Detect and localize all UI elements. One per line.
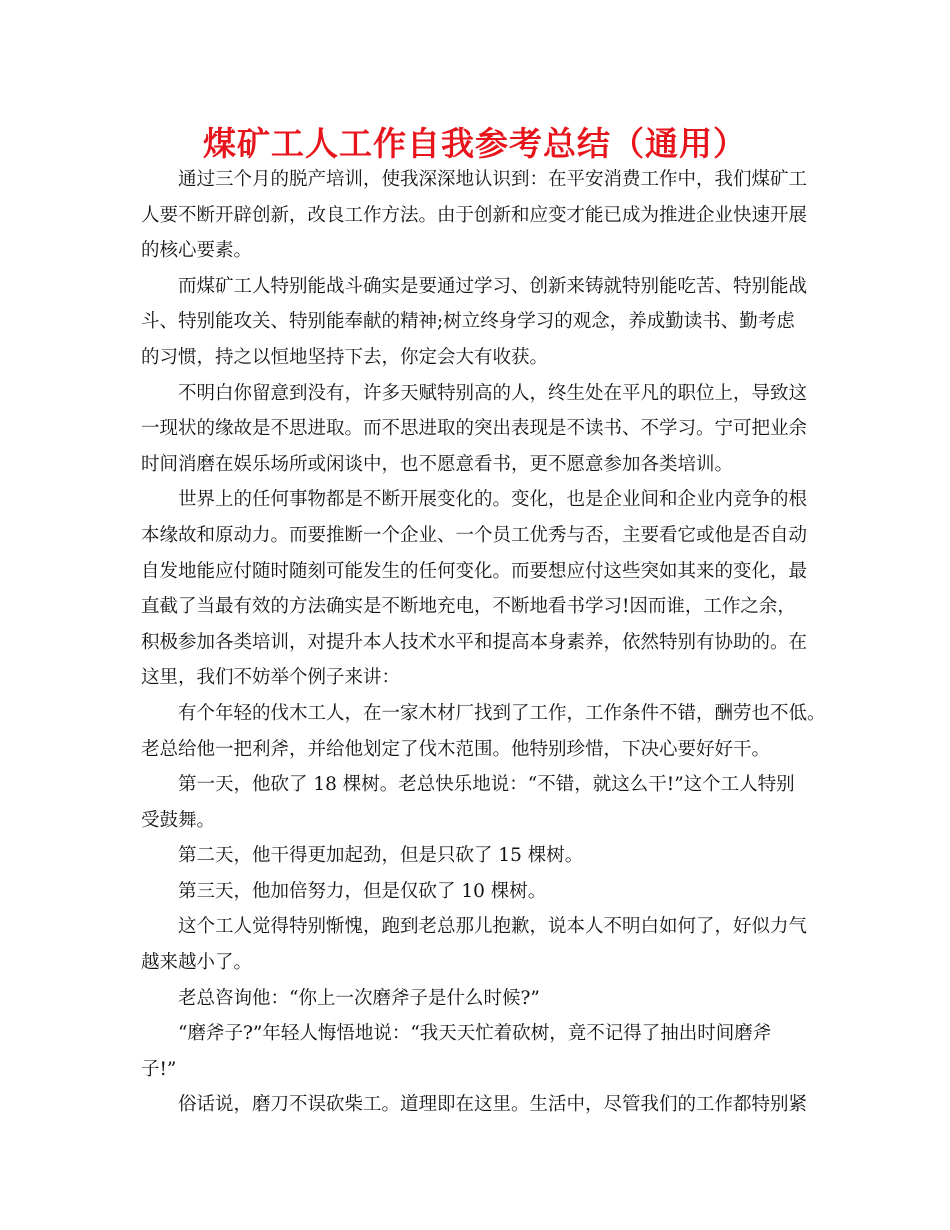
paragraph-line: 时间消磨在娱乐场所或闲谈中，也不愿意看书，更不愿意参加各类培训。 bbox=[141, 453, 734, 475]
paragraph-line: 斗、特别能攻关、特别能奉献的精神;树立终身学习的观念，养成勤读书、勤考虑 bbox=[141, 311, 795, 333]
paragraph-line: 通过三个月的脱产培训，使我深深地认识到：在平安消费工作中，我们煤矿工 bbox=[178, 169, 808, 190]
paragraph bbox=[141, 981, 831, 1017]
paragraph-line: 的核心要素。 bbox=[141, 240, 253, 262]
paragraph-line: 老总咨询他：“你上一次磨斧子是什么时候?” bbox=[178, 987, 540, 1009]
paragraph bbox=[141, 162, 831, 269]
paragraph-line: 第一天，他砍了 18 棵树。老总快乐地说：“不错，就这么干!”这个工人特别 bbox=[178, 774, 795, 796]
paragraph bbox=[141, 482, 831, 696]
document-body bbox=[141, 162, 831, 1123]
paragraph bbox=[141, 767, 831, 838]
paragraph-line: 越来越小了。 bbox=[141, 952, 253, 974]
paragraph-line: 直截了当最有效的方法确实是不断地充电，不断地看书学习!因而谁，工作之余， bbox=[141, 596, 796, 618]
paragraph-line: 自发地能应付随时随刻可能发生的任何变化。而要想应付这些突如其来的变化，最 bbox=[141, 560, 808, 582]
paragraph bbox=[141, 838, 831, 874]
paragraph-line: 俗话说，磨刀不误砍柴工。道理即在这里。生活中，尽管我们的工作都特别紧 bbox=[178, 1094, 808, 1116]
paragraph-line: 子!” bbox=[141, 1058, 177, 1080]
paragraph-line: 这个工人觉得特别惭愧，跑到老总那儿抱歉，说本人不明白如何了，好似力气 bbox=[178, 916, 808, 938]
paragraph-line: 第三天，他加倍努力，但是仅砍了 10 棵树。 bbox=[178, 880, 547, 902]
paragraph bbox=[141, 696, 831, 767]
paragraph-line: 本缘故和原动力。而要推断一个企业、一个员工优秀与否，主要看它或他是否自动 bbox=[141, 524, 808, 546]
paragraph-line: 的习惯，持之以恒地坚持下去，你定会大有收获。 bbox=[141, 346, 549, 368]
paragraph-line: 世界上的任何事物都是不断开展变化的。变化，也是企业间和企业内竞争的根 bbox=[178, 489, 808, 511]
paragraph-line: 不明白你留意到没有，许多天赋特别高的人，终生处在平凡的职位上，导致这 bbox=[178, 382, 808, 404]
paragraph-line: 老总给他一把利斧，并给他划定了伐木范围。他特别珍惜，下决心要好好干。 bbox=[141, 738, 771, 760]
paragraph bbox=[141, 1087, 831, 1123]
paragraph-line: 受鼓舞。 bbox=[141, 809, 216, 831]
paragraph-line: 人要不断开辟创新，改良工作方法。由于创新和应变才能已成为推进企业快速开展 bbox=[141, 204, 808, 226]
paragraph bbox=[141, 269, 831, 376]
paragraph bbox=[141, 1016, 831, 1087]
paragraph bbox=[141, 874, 831, 910]
paragraph-line: 这里，我们不妨举个例子来讲： bbox=[141, 667, 401, 689]
paragraph-line: 有个年轻的伐木工人，在一家木材厂找到了工作，工作条件不错，酬劳也不低。 bbox=[178, 702, 826, 724]
paragraph bbox=[141, 376, 831, 483]
document-title: 煤矿工人工作自我参考总结（通用） bbox=[203, 124, 747, 163]
paragraph-line: 积极参加各类培训，对提升本人技术水平和提高本身素养，依然特别有协助的。在 bbox=[141, 631, 808, 653]
paragraph-line: 一现状的缘故是不思进取。而不思进取的突出表现是不读书、不学习。宁可把业余 bbox=[141, 418, 808, 440]
paragraph-line: 而煤矿工人特别能战斗确实是要通过学习、创新来铸就特别能吃苦、特别能战 bbox=[178, 275, 808, 297]
paragraph-line: 第二天，他干得更加起劲，但是只砍了 15 棵树。 bbox=[178, 845, 584, 867]
paragraph bbox=[141, 909, 831, 980]
paragraph-line: “磨斧子?”年轻人悔悟地说：“我天天忙着砍树，竟不记得了抽出时间磨斧 bbox=[178, 1023, 772, 1045]
